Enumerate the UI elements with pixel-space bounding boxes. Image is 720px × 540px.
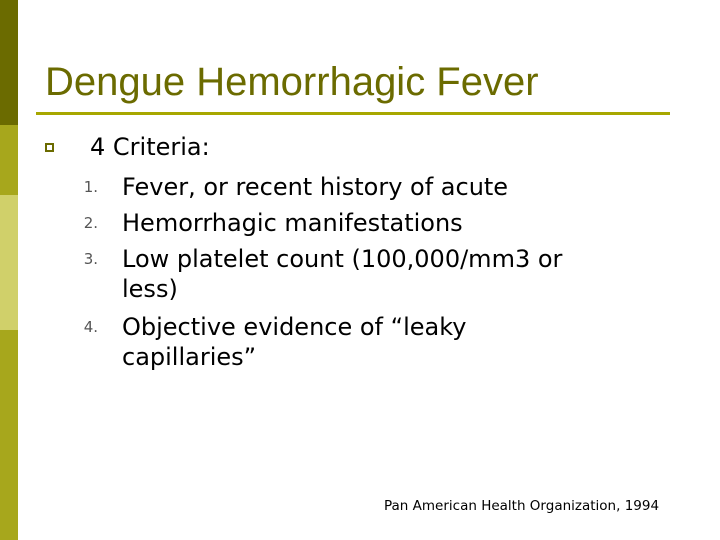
bullet-text: 4 Criteria:	[90, 133, 210, 161]
slide-title: Dengue Hemorrhagic Fever	[45, 60, 539, 104]
title-underline	[36, 112, 670, 115]
criteria-line: Hemorrhagic manifestations	[122, 209, 463, 237]
criteria-text	[122, 310, 662, 374]
criteria-line: Objective evidence of “leaky	[122, 313, 467, 341]
accent-bar-segment	[0, 195, 18, 330]
criteria-text	[122, 206, 662, 240]
criteria-number: 4.	[83, 318, 98, 336]
accent-bar-segment	[0, 330, 18, 540]
criteria-number: 1.	[83, 178, 98, 196]
criteria-line: Fever, or recent history of acute	[122, 173, 509, 201]
criteria-number: 3.	[83, 250, 98, 268]
criteria-line: Low platelet count (100,000/mm3 or	[122, 245, 563, 273]
citation: Pan American Health Organization, 1994	[384, 498, 660, 514]
square-bullet-icon	[45, 143, 54, 152]
criteria-text	[122, 242, 662, 306]
left-accent-bar	[0, 0, 18, 540]
accent-bar-segment	[0, 0, 18, 125]
accent-bar-segment	[0, 125, 18, 195]
criteria-text	[122, 170, 662, 204]
criteria-number: 2.	[83, 214, 98, 232]
criteria-line: capillaries”	[122, 343, 257, 371]
criteria-line: less)	[122, 275, 178, 303]
